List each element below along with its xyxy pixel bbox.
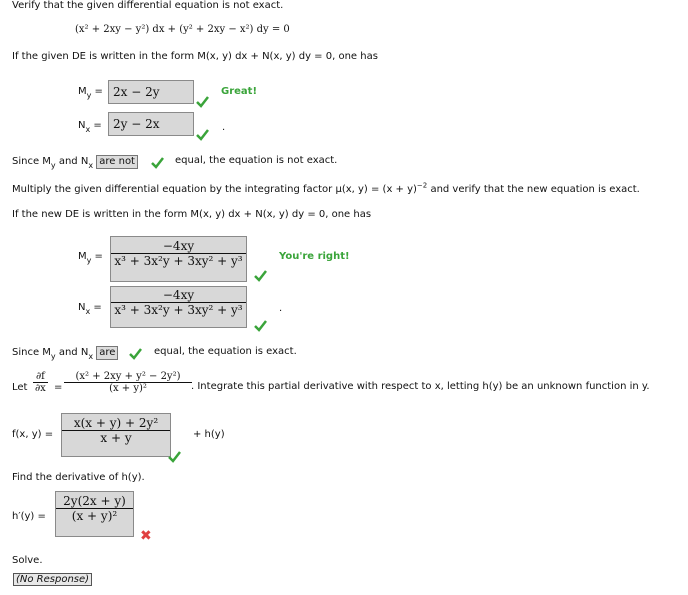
find-text: Find the derivative of h(y). (12, 472, 145, 483)
cross-icon: ✖ (140, 528, 152, 544)
nx-answer-field[interactable]: 2y − 2x (108, 112, 194, 136)
given-equation: (x² + 2xy − y²) dx + (y² + 2xy − x²) dy = 0 (75, 24, 290, 35)
solve-label: Solve. (12, 555, 43, 566)
since-line-1: Since $M_y$ and $N_x$ are not (12, 155, 138, 169)
equals: = (54, 382, 63, 393)
check-icon (196, 129, 209, 141)
hprime-answer-field[interactable]: $\frac{2y(2x + y)}{\text{(x + y)²}}$ (55, 491, 134, 537)
partial-fraction: $\frac{\partial f}{\partial x}$ (35, 371, 46, 394)
my-answer-field[interactable]: 2x − 2y (108, 80, 194, 104)
check-icon (129, 348, 142, 360)
multiply-text: Multiply the given differential equation by the integrating factor μ(x, $y) = (x + y)^{-2}$ and verify that the new equation is exact. (12, 181, 640, 195)
intro-text: Verify that the given differential equation is not exact. (12, 0, 284, 11)
equality-dropdown[interactable]: are not (96, 155, 138, 169)
feedback-great: Great! (221, 86, 258, 97)
check-icon (168, 451, 181, 463)
f-label: f(x, y) = (12, 429, 54, 440)
nx2-answer-field[interactable]: $\frac{-4xy}{\text{x³ + 3x²y + 3xy² + y³}}$ (110, 286, 247, 328)
nx-label: $N_x$ = (78, 120, 102, 134)
equality-dropdown-2[interactable]: are (96, 346, 118, 360)
my-label-2: $M_y$ = (78, 251, 103, 265)
feedback-right: You're right! (279, 251, 350, 262)
my2-answer-field[interactable]: $\frac{-4xy}{\text{x³ + 3x²y + 3xy² + y³}}$ (110, 236, 247, 282)
check-icon (151, 157, 164, 169)
plus-h: + h(y) (193, 429, 225, 440)
f-answer-field[interactable]: $\frac{\text{x(x + y) + 2y²}}{x + y}$ (61, 413, 171, 457)
since-suffix-2: equal, the equation is exact. (154, 346, 297, 357)
no-response-field[interactable]: (No Response) (13, 573, 92, 586)
integrate-text: . Integrate this partial derivative with respect to x, letting h(y) be an unknown function in y. (191, 381, 650, 392)
let-label: Let (12, 382, 28, 393)
period: . (279, 303, 283, 314)
check-icon (254, 270, 267, 282)
partial-rhs: $\frac{\text{(x² + 2xy + y² − 2y²)}}{\text{(x + y)²}}$ (64, 371, 192, 394)
since-line-2: Since $M_y$ and $N_x$ are (12, 346, 118, 360)
nx-label-2: $N_x$ = (78, 302, 102, 316)
since-suffix-1: equal, the equation is not exact. (175, 155, 338, 166)
my-label: $M_y$ = (78, 86, 103, 100)
form-text-2: If the new DE is written in the form M(x, y) dx + N(x, y) dy = 0, one has (12, 209, 372, 220)
check-icon (254, 320, 267, 332)
period: . (222, 122, 226, 133)
form-text: If the given DE is written in the form M(x, y) dx + N(x, y) dy = 0, one has (12, 51, 378, 62)
check-icon (196, 96, 209, 108)
hprime-label: h′(y) = (12, 511, 46, 522)
